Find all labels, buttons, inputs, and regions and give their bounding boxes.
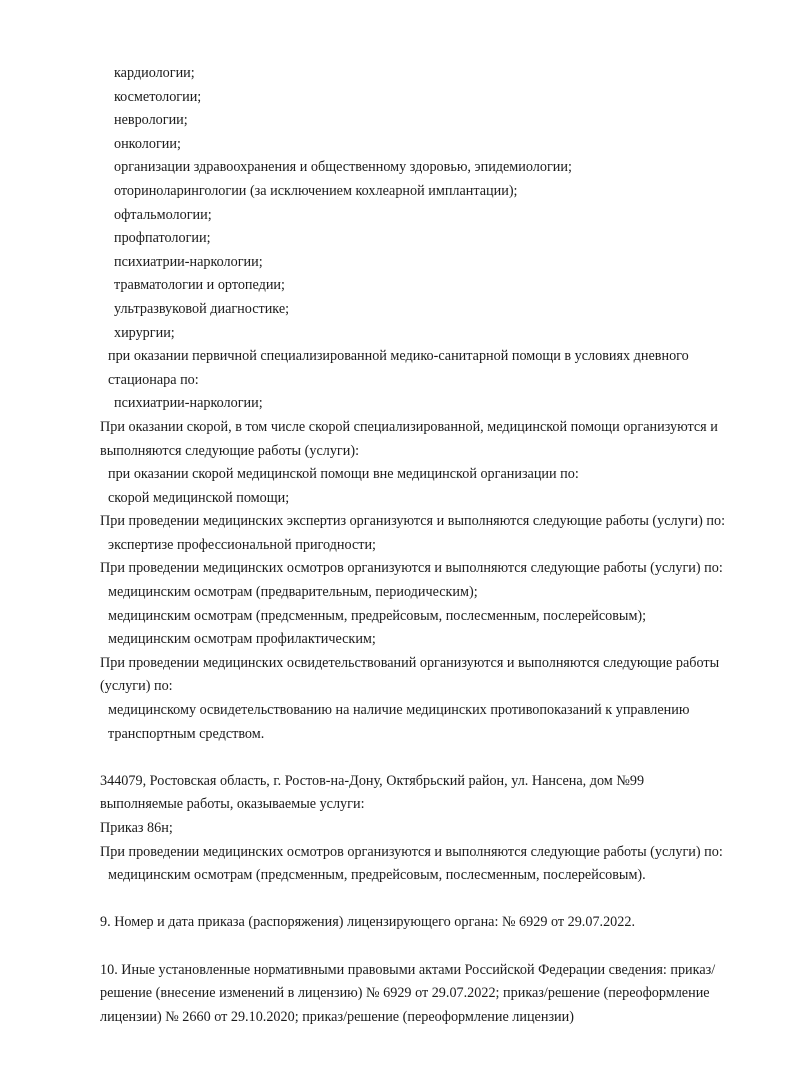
- list-item: медицинским осмотрам профилактическим;: [108, 631, 376, 648]
- list-item: организации здравоохранения и общественному здоровью, эпидемиологии;: [114, 159, 572, 176]
- section-item-9: [100, 911, 734, 935]
- list-item: ультразвуковой диагностике;: [114, 300, 290, 317]
- paragraph: выполняемые работы, оказываемые услуги:: [100, 796, 365, 813]
- list-item: медицинским осмотрам (предсменным, предрейсовым, послесменным, послерейсовым).: [108, 867, 646, 884]
- paragraph: При проведении медицинских осмотров организуются и выполняются следующие работы (услуги) по:: [100, 843, 723, 860]
- paragraph: 9. Номер и дата приказа (распоряжения) лицензирующего органа: № 6929 от 29.07.2022.: [100, 914, 636, 931]
- section-specialties-list: [100, 62, 734, 345]
- spacer: [100, 935, 734, 959]
- list-item: скорой медицинской помощи;: [108, 489, 290, 506]
- paragraph: При проведении медицинских экспертиз организуются и выполняются следующие работы (услуги) по:: [100, 513, 726, 530]
- list-item: медицинским осмотрам (предварительным, периодическим);: [108, 584, 478, 601]
- document-body: [100, 62, 734, 1029]
- list-item: экспертизе профессиональной пригодности;: [108, 536, 376, 553]
- section-emergency-help: [100, 416, 734, 510]
- paragraph: 10. Иные установленные нормативными правовыми актами Российской Федерации сведения: приказ/решение (внесение изменений в лицензию) № 6929 от 29.07.2022; приказ/решение (переоформление лицензии) № 2660 от 29.10.2020; приказ/решение (переоформление лицензии): [100, 961, 716, 1025]
- paragraph: Приказ 86н;: [100, 820, 173, 836]
- list-item: оториноларингологии (за исключением кохлеарной имплантации);: [114, 182, 518, 199]
- list-item: психиатрии-наркологии;: [114, 253, 263, 270]
- list-item: кардиологии;: [114, 65, 195, 81]
- section-day-hospital: [100, 345, 734, 416]
- list-item: хирургии;: [114, 324, 175, 341]
- paragraph: При проведении медицинских освидетельствований организуются и выполняются следующие работы (услуги) по:: [100, 654, 720, 695]
- list-item: медицинским осмотрам (предсменным, предрейсовым, послесменным, послерейсовым);: [108, 607, 647, 624]
- list-item: офтальмологии;: [114, 206, 212, 223]
- section-medical-certifications: [100, 652, 734, 746]
- list-item: при оказании скорой медицинской помощи вне медицинской организации по:: [108, 466, 579, 483]
- paragraph: При проведении медицинских осмотров организуются и выполняются следующие работы (услуги) по:: [100, 560, 723, 577]
- list-item: профпатологии;: [114, 230, 211, 247]
- address-line: 344079, Ростовская область, г. Ростов-на-Дону, Октябрьский район, ул. Нансена, дом №99: [100, 772, 645, 789]
- paragraph: при оказании первичной специализированной медико-санитарной помощи в условиях дневного стационара по:: [108, 348, 689, 388]
- list-item: косметологии;: [114, 88, 202, 105]
- spacer: [100, 746, 734, 770]
- paragraph: При оказании скорой, в том числе скорой специализированной, медицинской помощи организуются и выполняются следующие работы (услуги):: [100, 418, 718, 459]
- section-address-block: [100, 770, 734, 888]
- section-medical-examinations: [100, 557, 734, 651]
- list-item: медицинскому освидетельствованию на наличие медицинских противопоказаний к управлению транспортным средством.: [108, 702, 690, 742]
- list-item: онкологии;: [114, 135, 181, 152]
- section-medical-expertise: [100, 510, 734, 557]
- section-item-10: [100, 959, 734, 1030]
- list-item: психиатрии-наркологии;: [114, 395, 263, 412]
- list-item: неврологии;: [114, 112, 188, 129]
- list-item: травматологии и ортопедии;: [114, 277, 285, 294]
- spacer: [100, 888, 734, 912]
